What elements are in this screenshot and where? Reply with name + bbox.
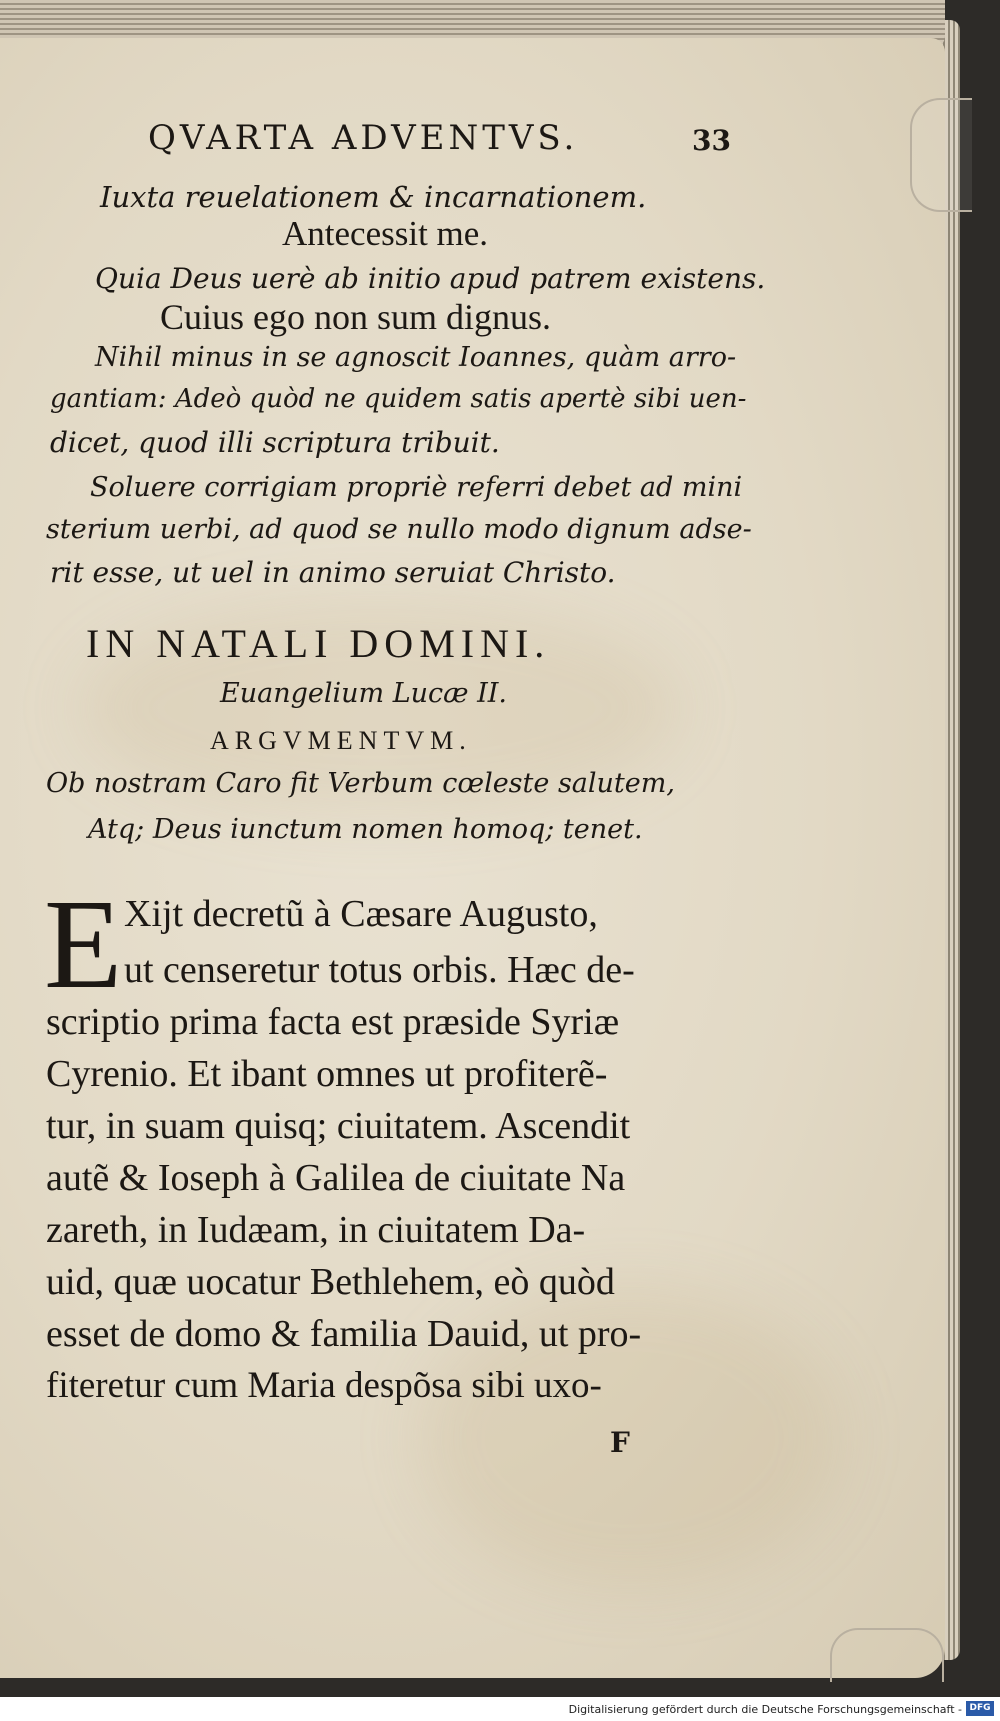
body-line: scriptio prima facta est præside Syriæ [46, 1001, 620, 1043]
body-line: zareth, in Iudæam, in ciuitatem Da- [46, 1209, 586, 1251]
section-heading: IN NATALI DOMINI. [86, 621, 551, 666]
footer-bar [0, 1697, 1000, 1721]
argumentum-label: ARGVMENTVM. [210, 726, 472, 755]
text-line: Nihil minus in se agnoscit Ioannes, quàm arro- [95, 342, 737, 373]
body-line: Xijt decretũ à Cæsare Augusto, [124, 893, 598, 935]
text-line: Iuxta reuelationem & incarnationem. [100, 180, 647, 214]
drop-cap: E [44, 873, 123, 1015]
page-clip-bottom [830, 1628, 944, 1682]
folio-number: 33 [692, 124, 731, 157]
body-line: tur, in suam quisq; ciuitatem. Ascendit [46, 1105, 631, 1147]
body-line: uid, quæ uocatur Bethlehem, eò quòd [46, 1261, 615, 1303]
page-clip-top [910, 98, 972, 212]
running-title: QVARTA ADVENTVS. [148, 118, 579, 158]
text-line: sterium uerbi, ad quod se nullo modo dignum adse- [46, 514, 752, 545]
signature-mark: F [610, 1426, 630, 1459]
body-line: autẽ & Ioseph à Galilea de ciuitate Na [46, 1157, 626, 1199]
text-line: Antecessit me. [282, 214, 489, 253]
body-line: fiteretur cum Maria despõsa sibi uxo- [46, 1365, 602, 1406]
body-line: Cyrenio. Et ibant omnes ut profiterẽ- [46, 1053, 608, 1095]
body-line: esset de domo & familia Dauid, ut pro- [46, 1313, 642, 1355]
footer-credit: Digitalisierung gefördert durch die Deutsche Forschungsgemeinschaft - [568, 1703, 962, 1716]
text-line: rit esse, ut uel in animo seruiat Christo. [50, 556, 616, 589]
verse-line: Ob nostram Caro fit Verbum cœleste salutem, [46, 768, 675, 799]
body-line: ut censeretur totus orbis. Hæc de- [124, 949, 635, 991]
text-line: dicet, quod illi scriptura tribuit. [50, 426, 500, 459]
text-line: Soluere corrigiam propriè referri debet ad mini [90, 472, 743, 503]
text-line: Cuius ego non sum dignus. [160, 297, 552, 337]
text-line: Quia Deus uerè ab initio apud patrem existens. [95, 262, 766, 295]
text-line: gantiam: Adeò quòd ne quidem satis apertè sibi uen- [50, 384, 747, 414]
section-subheading: Euangelium Lucæ II. [220, 678, 508, 709]
dfg-logo: DFG [966, 1701, 994, 1716]
verse-line: Atq; Deus iunctum nomen homoq; tenet. [88, 814, 643, 845]
